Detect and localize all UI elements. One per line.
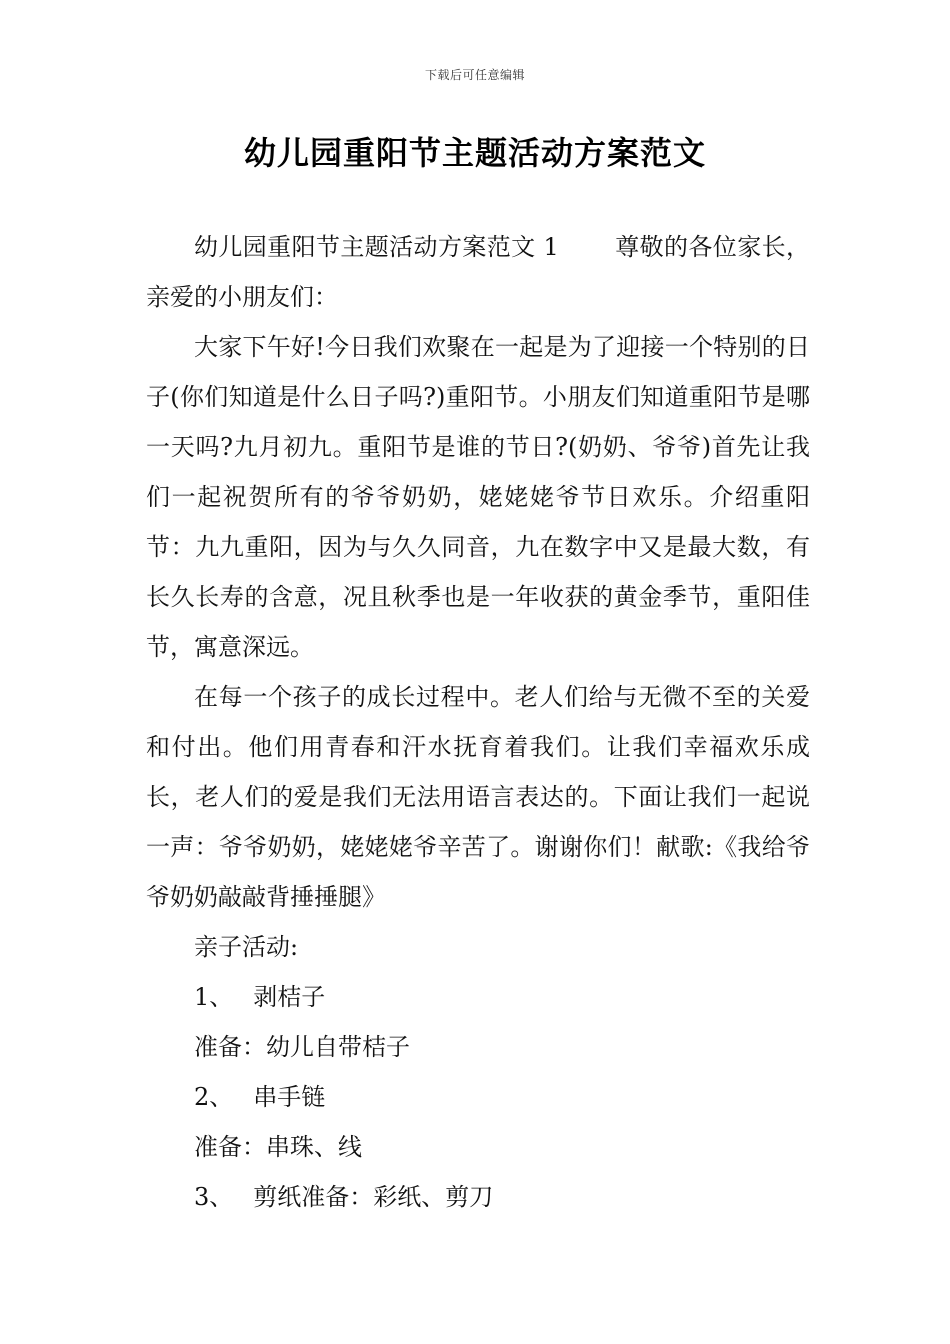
activity-name: 剪纸准备：彩纸、剪刀 xyxy=(253,1183,494,1211)
body-paragraph-1: 大家下午好!今日我们欢聚在一起是为了迎接一个特别的日子(你们知道是什么日子吗?)重阳节。小朋友们知道重阳节是哪一天吗?九月初九。重阳节是谁的节日?(奶奶、爷爷)首先让我们一起祝贺所有的爷爷奶奶，姥姥姥爷节日欢乐。介绍重阳节：九九重阳，因为与久久同音，九在数字中又是最大数，有长久长寿的含意，况且秋季也是一年收获的黄金季节，重阳佳节，寓意深远。 xyxy=(146,333,810,661)
document-body xyxy=(146,222,810,1222)
header-note: 下载后可任意编辑 xyxy=(424,68,525,82)
activity-number: 3、 xyxy=(194,1183,234,1211)
document-title: 幼儿园重阳节主题活动方案范文 xyxy=(243,134,706,172)
activity-prep-2: 准备：串珠、线 xyxy=(194,1133,362,1161)
activity-item-1 xyxy=(146,972,810,1022)
activity-name: 剥桔子 xyxy=(253,983,326,1011)
activity-prep-1: 准备：幼儿自带桔子 xyxy=(194,1033,410,1061)
activity-name: 串手链 xyxy=(253,1083,326,1111)
activity-item-2 xyxy=(146,1072,810,1122)
activities-heading: 亲子活动: xyxy=(194,933,299,961)
intro-heading: 幼儿园重阳节主题活动方案范文 1 xyxy=(194,233,559,261)
body-paragraph-2: 在每一个孩子的成长过程中。老人们给与无微不至的关爱和付出。他们用青春和汗水抚育着我们。让我们幸福欢乐成长，老人们的爱是我们无法用语言表达的。下面让我们一起说一声：爷爷奶奶，姥姥姥爷辛苦了。谢谢你们！献歌:《我给爷爷奶奶敲敲背捶捶腿》 xyxy=(146,683,810,911)
intro-paragraph xyxy=(146,222,810,322)
intro-greeting: 尊敬的各位家长，亲爱的小朋友们： xyxy=(146,233,810,311)
activity-item-3 xyxy=(146,1172,810,1222)
activity-number: 2、 xyxy=(194,1083,234,1111)
activity-number: 1、 xyxy=(194,983,234,1011)
